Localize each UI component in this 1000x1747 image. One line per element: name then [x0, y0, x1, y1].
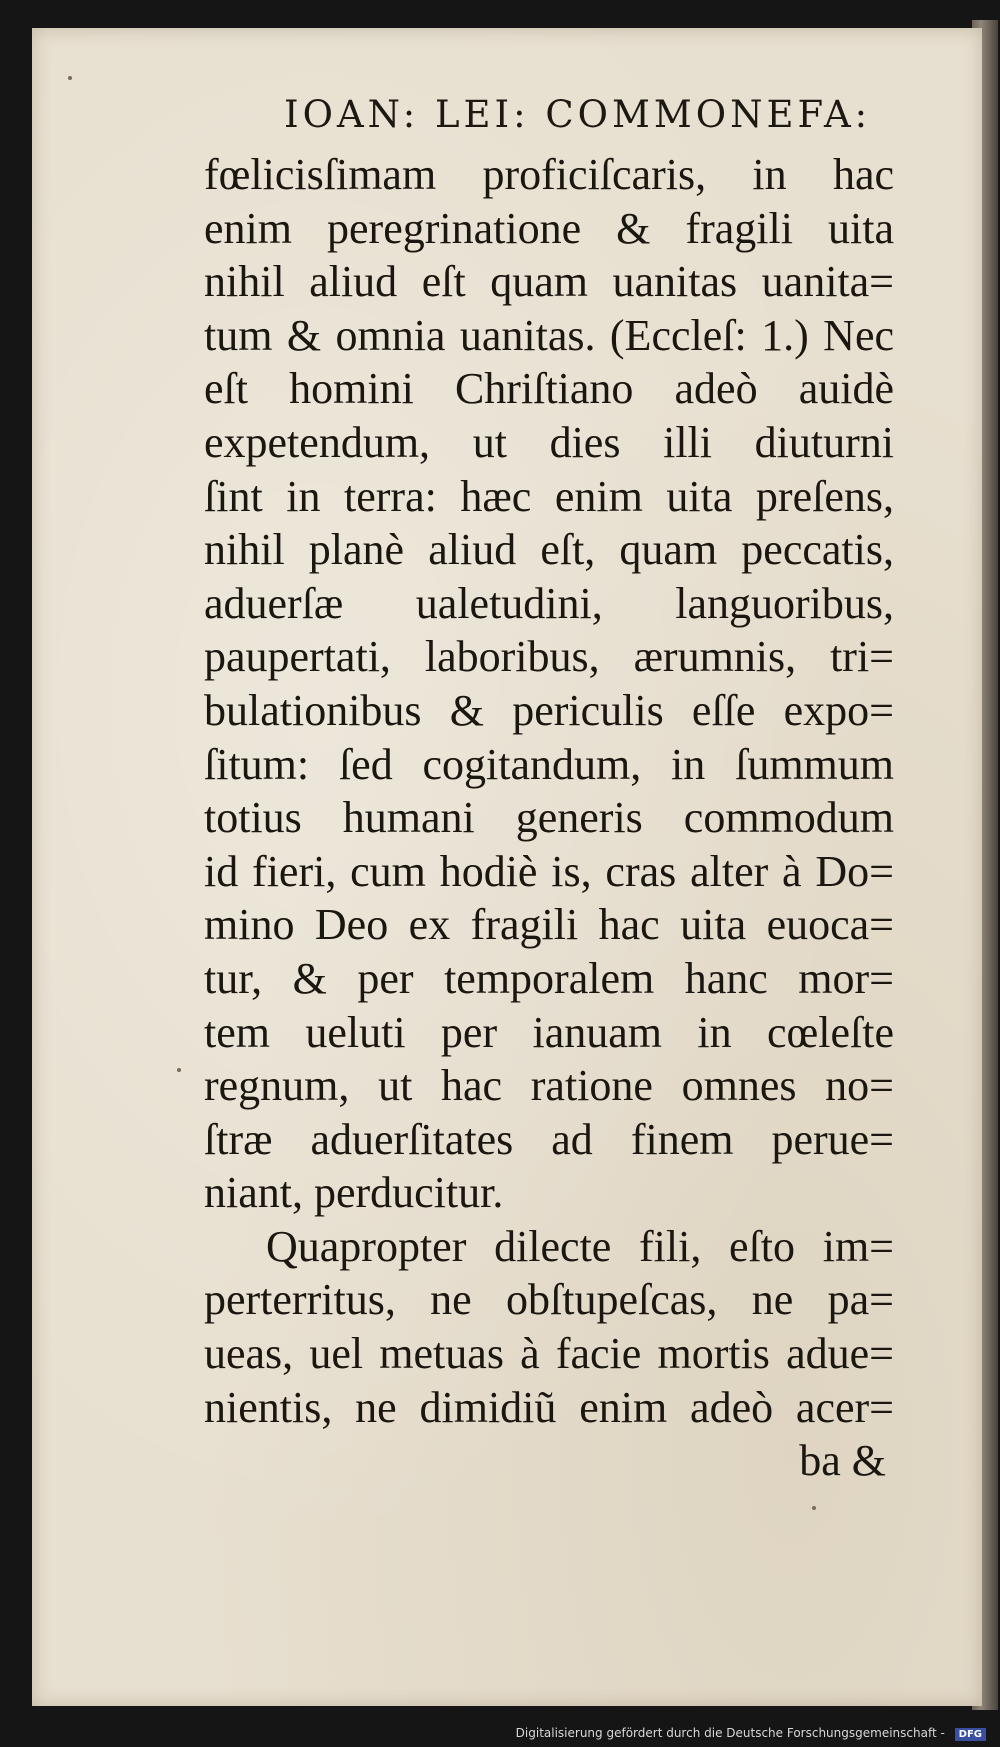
text-line: perterritus, ne obſtupeſcas, ne pa= — [204, 1275, 894, 1325]
funding-note: Digitalisierung gefördert durch die Deutsche Forschungsgemeinschaft - — [515, 1726, 945, 1740]
text-line: ſint in terra: hæc enim uita preſens, — [204, 471, 894, 521]
paper-speck — [177, 1068, 181, 1072]
text-line: mino Deo ex fragili hac uita euoca= — [204, 900, 894, 950]
text-line: id fieri, cum hodiè is, cras alter à Do= — [204, 846, 894, 896]
text-line: paupertati, laboribus, ærumnis, tri= — [204, 632, 894, 682]
text-block — [204, 148, 894, 1488]
text-line: nihil planè aliud eſt, quam peccatis, — [204, 525, 894, 575]
text-line: ſitum: ſed cogitandum, in ſummum — [204, 739, 894, 789]
text-line: niant, perducitur. — [204, 1168, 504, 1218]
text-line: enim peregrinatione & fragili uita — [204, 203, 894, 253]
funding-footer — [516, 1726, 986, 1741]
text-line: tur, & per temporalem hanc mor= — [204, 953, 894, 1003]
dfg-logo-icon: DFG — [955, 1728, 986, 1741]
text-line: fœlicisſimam proficiſcaris, in hac — [204, 150, 894, 199]
text-line: ueas, uel metuas à facie mortis adue= — [204, 1329, 894, 1379]
running-head: IOAN: LEI: COMMONEFA: — [284, 93, 872, 136]
paper-speck — [68, 76, 72, 80]
text-line: nihil aliud eſt quam uanitas uanita= — [204, 257, 894, 307]
book-page — [32, 28, 982, 1706]
text-line: tum & omnia uanitas. (Eccleſ: 1.) Nec — [204, 310, 894, 360]
text-line: nientis, ne dimidiũ enim adeò acer= — [204, 1382, 894, 1432]
catchword: ba & — [799, 1436, 886, 1486]
text-line: regnum, ut hac ratione omnes no= — [204, 1061, 894, 1111]
text-line: ſtræ aduerſitates ad finem perue= — [204, 1114, 894, 1164]
text-line: tem ueluti per ianuam in cœleſte — [204, 1007, 894, 1057]
paragraph2-first-line: Quapropter dilecte fili, eſto im= — [266, 1221, 894, 1271]
paper-speck — [812, 1506, 816, 1510]
text-line: aduerſæ ualetudini, languoribus, — [204, 578, 894, 628]
text-line: eſt homini Chriſtiano adeò auidè — [204, 364, 894, 414]
text-line: bulationibus & periculis eſſe expo= — [204, 685, 894, 735]
text-line: expetendum, ut dies illi diuturni — [204, 417, 894, 467]
text-line: totius humani generis commodum — [204, 793, 894, 843]
